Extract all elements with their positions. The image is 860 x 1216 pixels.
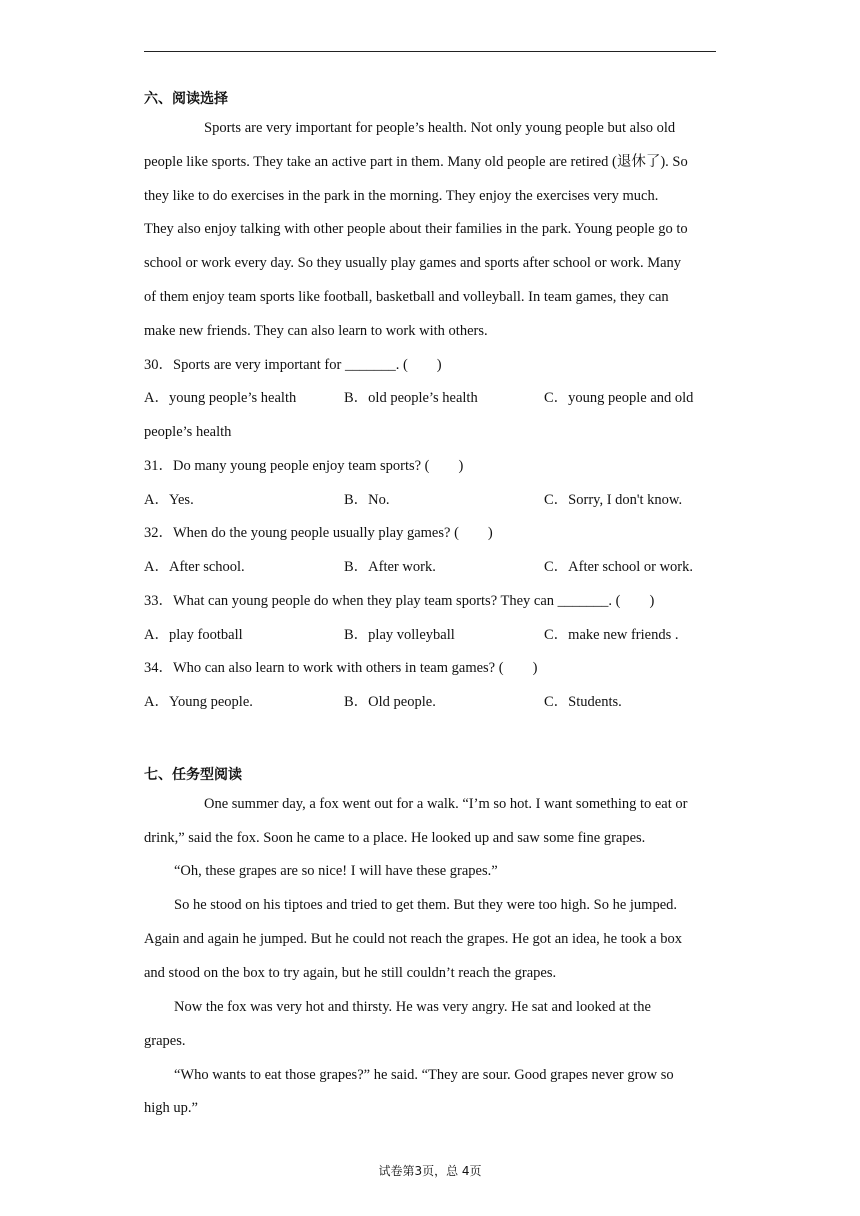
option-b: B．After work. xyxy=(344,559,436,575)
option-a: A．Yes. xyxy=(144,492,194,508)
story-line: One summer day, a fox went out for a walk. “I’m so hot. I want something to eat or xyxy=(204,796,688,812)
question-stem: 33．What can young people do when they play team sports? They can _______. ( ) xyxy=(144,593,655,609)
story-line: Again and again he jumped. But he could not reach the grapes. He got an idea, he took a box xyxy=(144,931,682,947)
option-c: C．Students. xyxy=(544,694,622,710)
passage-line: school or work every day. So they usually play games and sports after school or work. Many xyxy=(144,255,682,271)
story-line: high up.” xyxy=(144,1100,198,1116)
option-c: C．Sorry, I don't know. xyxy=(544,492,683,508)
passage-line: make new friends. They can also learn to work with others. xyxy=(144,323,488,339)
question-stem: 31．Do many young people enjoy team sports? ( ) xyxy=(144,458,464,474)
question-stem: 32．When do the young people usually play games? ( ) xyxy=(144,525,493,541)
page-footer: 试卷第3页，总 4页 xyxy=(378,1164,482,1178)
passage-line: they like to do exercises in the park in the morning. They enjoy the exercises very much. xyxy=(144,188,659,204)
question-stem: 30．Sports are very important for _______. ( ) xyxy=(144,357,442,373)
passage-line: people like sports. They take an active part in them. Many old people are retired (退休了). So xyxy=(144,154,688,170)
question-stem: 34．Who can also learn to work with others in team games? ( ) xyxy=(144,660,538,676)
option-b: B．No. xyxy=(344,492,390,508)
header-rule xyxy=(144,51,716,52)
passage-line: of them enjoy team sports like football, basketball and volleyball. In team games, they can xyxy=(144,289,669,305)
option-a: A．Young people. xyxy=(144,694,253,710)
option-continuation: people’s health xyxy=(144,424,232,440)
passage-line: Sports are very important for people’s health. Not only young people but also old xyxy=(204,120,676,136)
section-7-heading: 七、任务型阅读 xyxy=(144,767,242,783)
passage-line: They also enjoy talking with other people about their families in the park. Young people go to xyxy=(144,221,688,237)
story-line: grapes. xyxy=(144,1033,186,1049)
story-line: “Who wants to eat those grapes?” he said. “They are sour. Good grapes never grow so xyxy=(174,1067,674,1083)
option-a: A．young people’s health xyxy=(144,390,297,406)
story-line: and stood on the box to try again, but he still couldn’t reach the grapes. xyxy=(144,965,557,981)
story-line: Now the fox was very hot and thirsty. He was very angry. He sat and looked at the xyxy=(174,999,651,1015)
story-line: So he stood on his tiptoes and tried to get them. But they were too high. So he jumped. xyxy=(174,897,678,913)
section-6-heading: 六、阅读选择 xyxy=(144,91,228,107)
option-c: C．make new friends . xyxy=(544,627,679,643)
option-b: B．Old people. xyxy=(344,694,436,710)
option-c: C．After school or work. xyxy=(544,559,694,575)
story-line: drink,” said the fox. Soon he came to a place. He looked up and saw some fine grapes. xyxy=(144,830,646,846)
story-line: “Oh, these grapes are so nice! I will have these grapes.” xyxy=(174,863,498,879)
option-b: B．old people’s health xyxy=(344,390,478,406)
option-a: A．play football xyxy=(144,627,243,643)
option-c: C．young people and old xyxy=(544,390,694,406)
option-b: B．play volleyball xyxy=(344,627,455,643)
option-a: A．After school. xyxy=(144,559,245,575)
